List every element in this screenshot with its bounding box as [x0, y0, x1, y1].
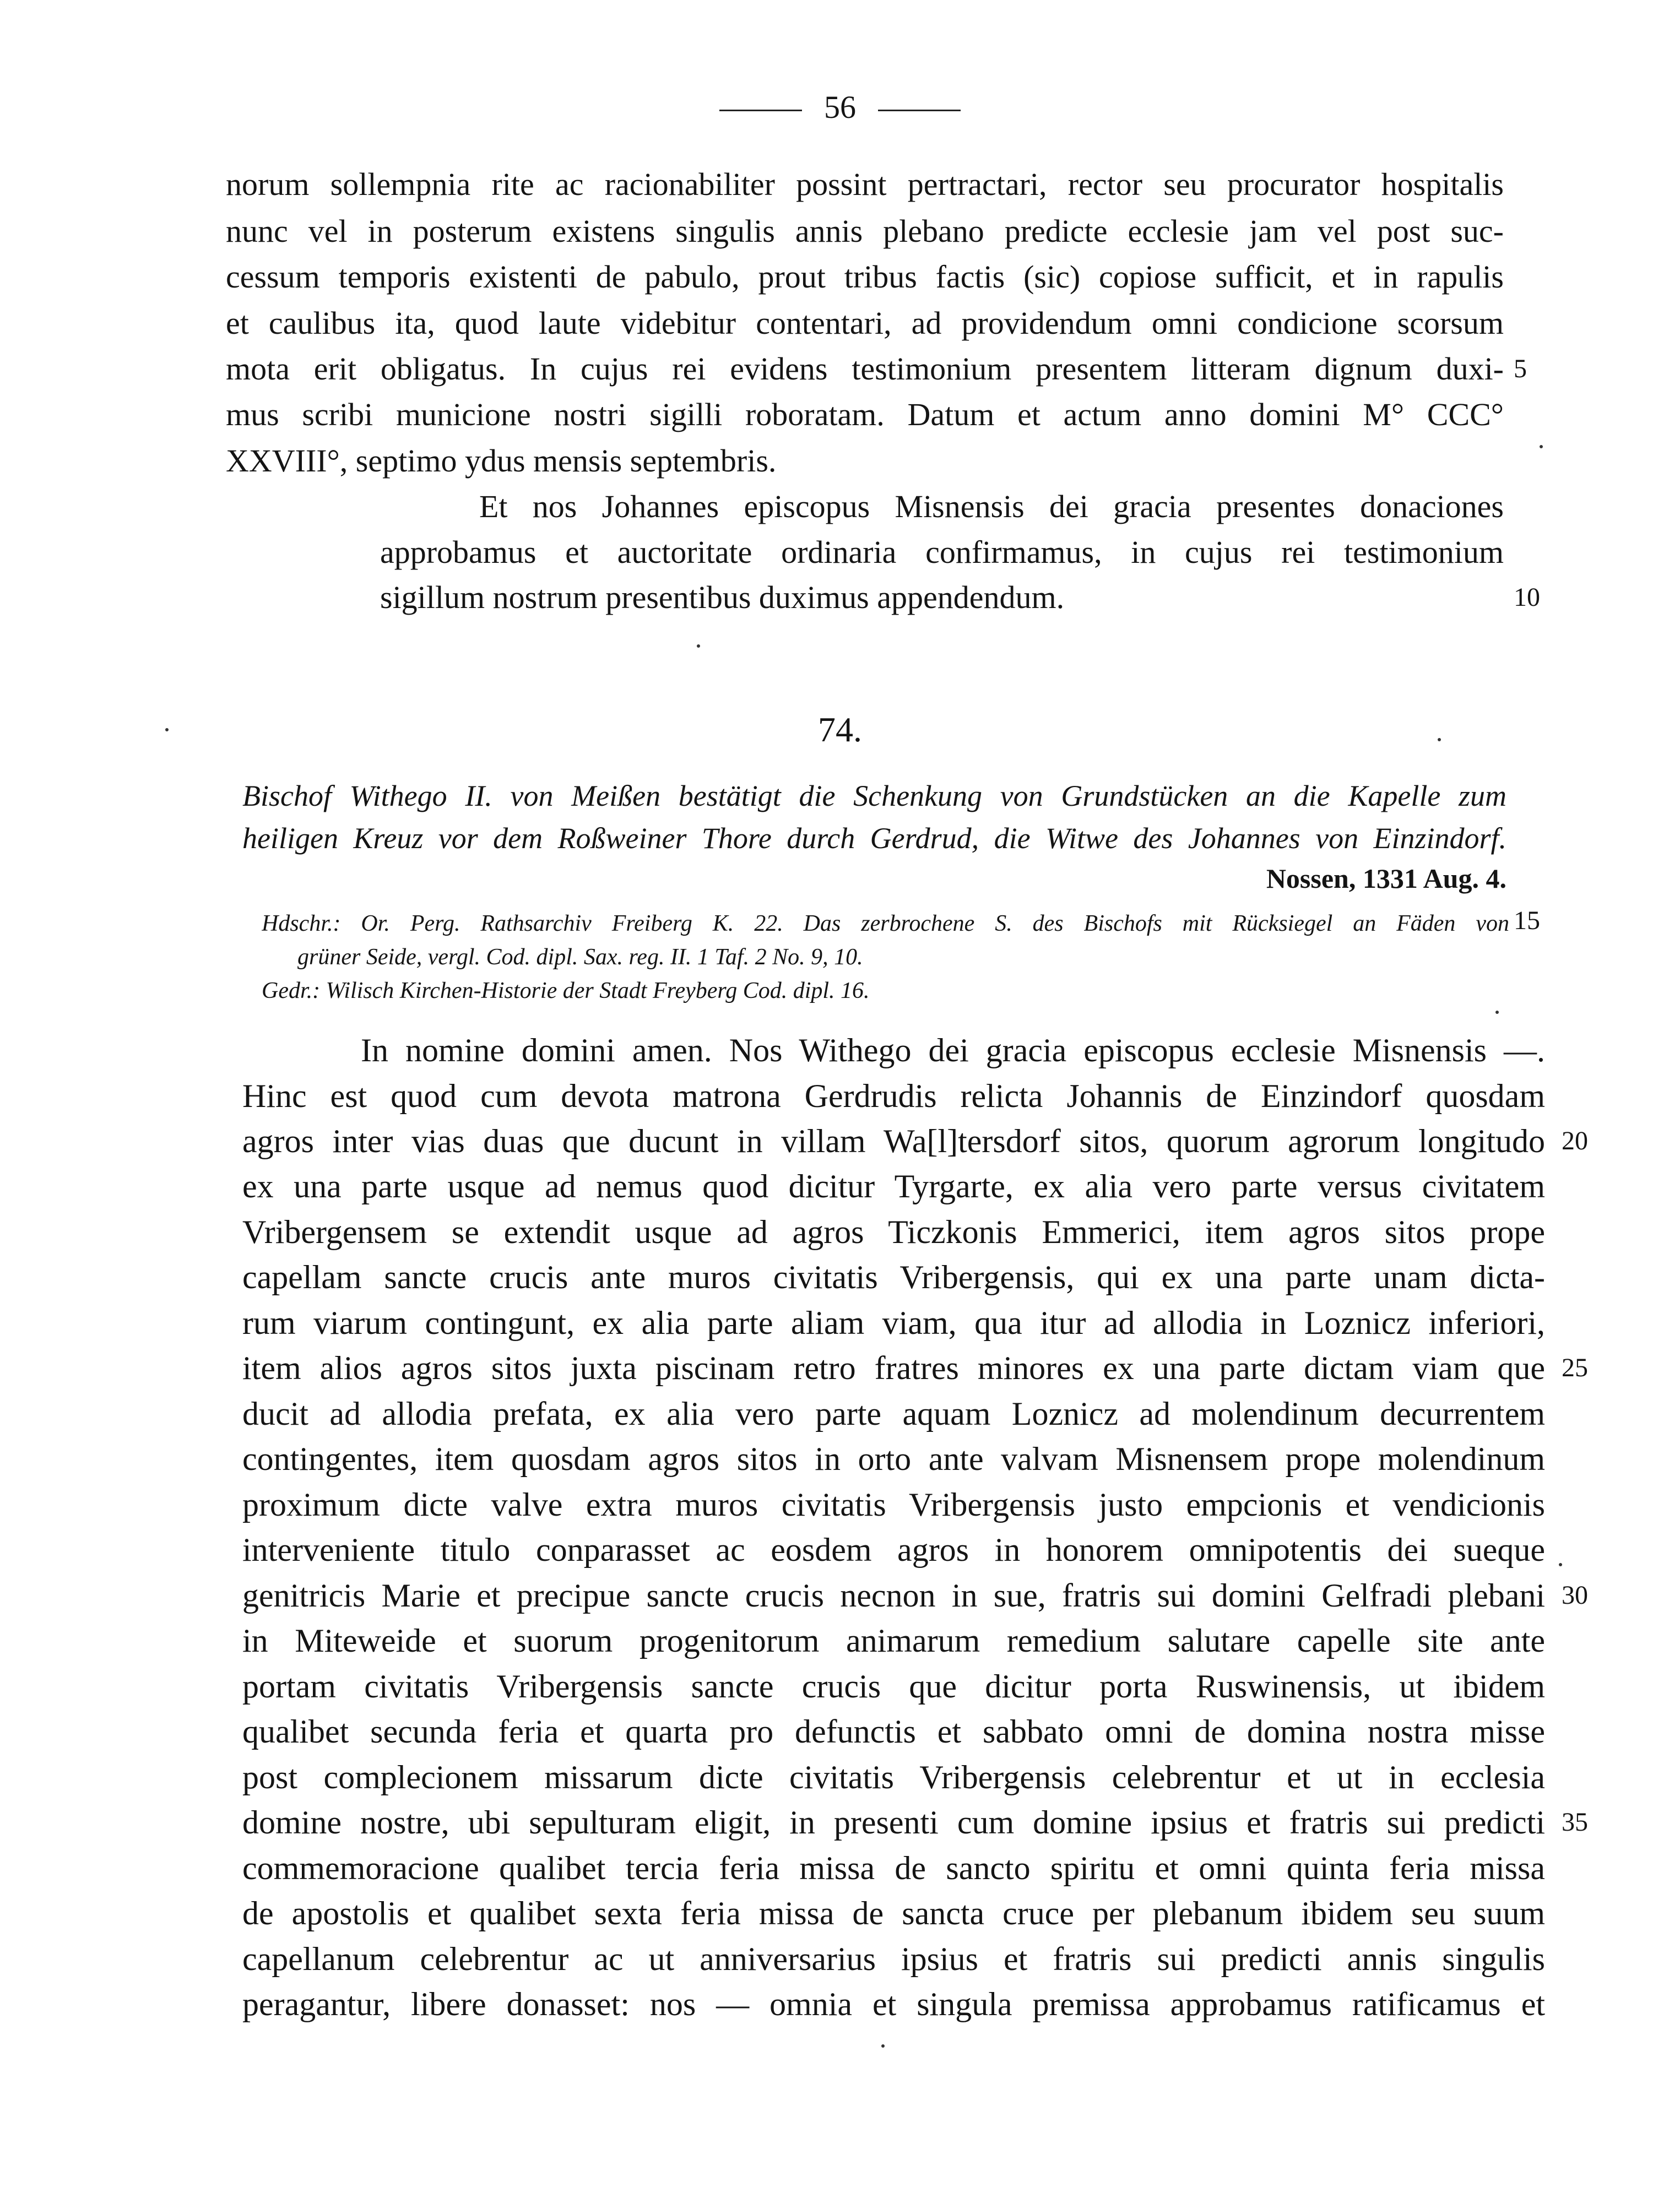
charter-text-line: domine nostre, ubi sepulturam eligit, in presenti cum domine ipsius et fratris sui predicti	[242, 1804, 1545, 1841]
header-rule-left	[719, 110, 802, 111]
continued-text-line: nunc vel in posterum existens singulis annis plebano predicte ecclesie jam vel post suc-	[226, 213, 1504, 249]
charter-text-line: Hinc est quod cum devota matrona Gerdrudis relicta Johannis de Einzindorf quosdam	[242, 1078, 1545, 1114]
charter-text-line: qualibet secunda feria et quarta pro defunctis et sabbato omni de domina nostra misse	[242, 1713, 1545, 1750]
line-number: 35	[1562, 1808, 1588, 1837]
line-number: 30	[1562, 1581, 1588, 1610]
continued-text-line: cessum temporis existenti de pabulo, prout tribus factis (sic) copiose sufficit, et in rapulis	[226, 259, 1504, 295]
charter-text-line: de apostolis et qualibet sexta feria missa de sancta cruce per plebanum ibidem seu suum	[242, 1895, 1545, 1931]
charter-text-line: contingentes, item quosdam agros sitos in orto ante valvam Misnensem prope molendinum	[242, 1441, 1545, 1477]
scan-speck	[1540, 445, 1543, 448]
scan-speck	[165, 728, 169, 731]
source-note-line: Gedr.: Wilisch Kirchen-Historie der Stadt Freyberg Cod. dipl. 16.	[262, 978, 870, 1003]
continued-text-line: mus scribi municione nostri sigilli roboratam. Datum et actum anno domini M° CCC°	[226, 397, 1504, 432]
charter-text-line: commemoracione qualibet tercia feria missa de sancto spiritu et omni quinta feria missa	[242, 1850, 1545, 1886]
charter-text-line: Vribergensem se extendit usque ad agros Ticzkonis Emmerici, item agros sitos prope	[242, 1214, 1545, 1250]
charter-text-line: peragantur, libere donasset: nos — omnia et singula premissa approbamus ratificamus et	[242, 1986, 1545, 2022]
charter-text-line: capellanum celebrentur ac ut anniversarius ipsius et fratris sui predicti annis singulis	[242, 1941, 1545, 1977]
charter-text-line: ducit ad allodia prefata, ex alia vero parte aquam Loznicz ad molendinum decurrentem	[242, 1396, 1545, 1432]
continued-text-line: Et nos Johannes episcopus Misnensis dei gracia presentes donaciones	[479, 489, 1504, 524]
continued-text-line: sigillum nostrum presentibus duximus appendendum.	[380, 579, 1065, 615]
source-note-line: grüner Seide, vergl. Cod. dipl. Sax. reg. II. 1 Taf. 2 No. 9, 10.	[297, 945, 863, 970]
continued-text-line: XXVIII°, septimo ydus mensis septembris.	[226, 443, 777, 479]
scan-speck	[1559, 1563, 1562, 1566]
scan-speck	[1438, 738, 1441, 741]
continued-text-line: et caulibus ita, quod laute videbitur contentari, ad providendum omni condicione scorsum	[226, 305, 1504, 341]
document-number: 74.	[818, 710, 862, 749]
charter-text-line: genitricis Marie et precipue sancte crucis necnon in sue, fratris sui domini Gelfradi plebani	[242, 1577, 1545, 1614]
regest-line: Bischof Withego II. von Meißen bestätigt die Schenkung von Grundstücken an die Kapelle zum	[242, 779, 1506, 812]
header-rule-right	[878, 110, 961, 111]
regest-line: heiligen Kreuz vor dem Roßweiner Thore durch Gerdrud, die Witwe des Johannes von Einzindorf.	[242, 822, 1506, 855]
charter-text-line: ex una parte usque ad nemus quod dicitur Tyrgarte, ex alia vero parte versus civitatem	[242, 1168, 1545, 1204]
page-header	[0, 83, 1680, 132]
charter-text-line: post complecionem missarum dicte civitatis Vribergensis celebrentur et ut in ecclesia	[242, 1759, 1545, 1795]
line-number: 25	[1562, 1353, 1588, 1382]
source-note-line: Hdschr.: Or. Perg. Rathsarchiv Freiberg K. 22. Das zerbrochene S. des Bischofs mit Rücksiegel an Fäden von	[262, 911, 1509, 936]
charter-text-line: capellam sancte crucis ante muros civitatis Vribergensis, qui ex una parte unam dicta-	[242, 1259, 1545, 1295]
place-date: Nossen, 1331 Aug. 4.	[1266, 863, 1506, 894]
charter-text-line: agros inter vias duas que ducunt in villam Wa[l]tersdorf sitos, quorum agrorum longitudo	[242, 1123, 1545, 1159]
charter-text-line: portam civitatis Vribergensis sancte crucis que dicitur porta Ruswinensis, ut ibidem	[242, 1668, 1545, 1705]
line-number: 20	[1562, 1126, 1588, 1155]
scan-speck	[881, 2044, 885, 2048]
line-number: 15	[1514, 906, 1540, 935]
scan-speck	[697, 644, 700, 648]
page-number: 56	[824, 89, 856, 125]
charter-text-line: in Miteweide et suorum progenitorum animarum remedium salutare capelle site ante	[242, 1622, 1545, 1659]
charter-text-line: item alios agros sitos juxta piscinam retro fratres minores ex una parte dictam viam que	[242, 1350, 1545, 1386]
continued-text-line: mota erit obligatus. In cujus rei evidens testimonium presentem litteram dignum duxi-	[226, 351, 1504, 387]
line-number: 10	[1514, 583, 1540, 612]
charter-text-line: In nomine domini amen. Nos Withego dei gracia episcopus ecclesie Misnensis —.	[361, 1032, 1545, 1068]
continued-text-line: approbamus et auctoritate ordinaria confirmamus, in cujus rei testimonium	[380, 534, 1504, 570]
scan-speck	[1495, 1011, 1499, 1014]
charter-text-line: rum viarum contingunt, ex alia parte aliam viam, qua itur ad allodia in Loznicz inferiori,	[242, 1305, 1545, 1341]
charter-text-line: interveniente titulo conparasset ac eosdem agros in honorem omnipotentis dei sueque	[242, 1532, 1545, 1568]
charter-text-line: proximum dicte valve extra muros civitatis Vribergensis justo empcionis et vendicionis	[242, 1486, 1545, 1523]
continued-text-line: norum sollempnia rite ac racionabiliter possint pertractari, rector seu procurator hospitalis	[226, 166, 1504, 202]
line-number: 5	[1514, 354, 1527, 383]
